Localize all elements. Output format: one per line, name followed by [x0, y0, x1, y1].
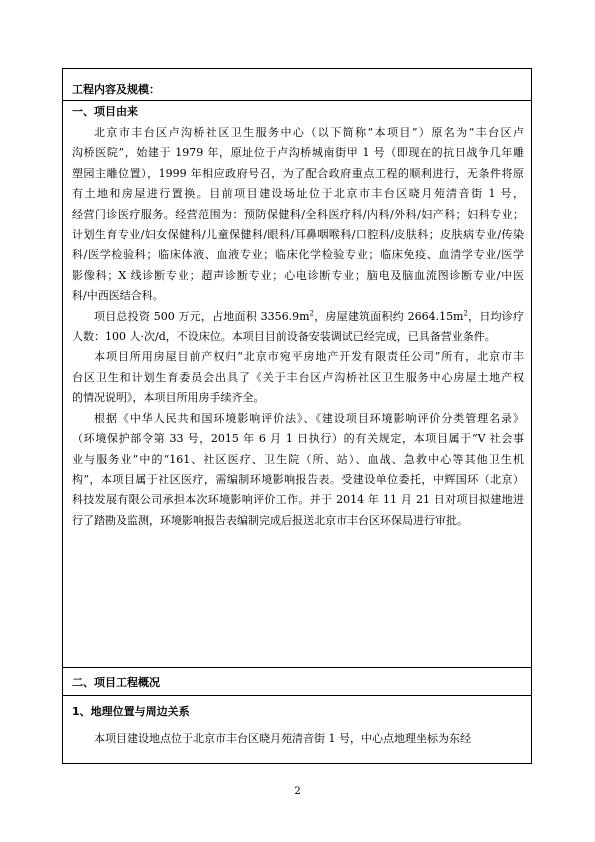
text-line: 塑园主雕位置），1999 年相应政府号召，为了配合政府重点工程的顺利进行，无条件将原: [72, 166, 524, 180]
table-rule: [63, 695, 531, 696]
text-line: 台区卫生和计划生育委员会出具了《关于丰台区卢沟桥社区卫生服务中心房屋土地产权: [72, 370, 524, 384]
text-line: 科/医学检验科；临床体液、血液专业；临床化学检验专业；临床免疫、血清学专业/医学: [72, 248, 524, 262]
text-line: 影像科；X 线诊断专业；超声诊断专业；心电诊断专业；脑电及脑血流图诊断专业/中医: [72, 268, 524, 282]
superscript: 2: [463, 309, 468, 317]
text-line: 科技发展有限公司承担本次环境影响评价工作。并于 2014 年 11 月 21 日对项目拟建地进: [72, 493, 524, 507]
text-line: [72, 307, 524, 327]
superscript: 2: [309, 309, 314, 317]
section-header: 工程内容及规模：: [72, 83, 160, 96]
text-line: 业与服务业”中的“161、社区医疗、卫生院（所、站）、血战、急救中心等其他卫生机: [72, 452, 524, 466]
text-fragment: 项目总投资 500 万元，占地面积 3356.9m: [94, 309, 310, 323]
text-line: 构”，本项目属于社区医疗，需编制环境影响报告表。受建设单位委托，中辉国环（北京）: [72, 472, 524, 486]
text-line: 沟桥医院”，始建于 1979 年，原址位于卢沟桥城南街甲 1 号（即现在的抗日战争几年雕: [72, 146, 524, 160]
paragraph-regulation: [72, 409, 524, 531]
text-line: 计划生育专业/妇女保健科/儿童保健科/眼科/耳鼻咽喉科/口腔科/皮肤科；皮肤病专业/传染: [72, 228, 524, 242]
table-rule: [63, 667, 531, 668]
text-line: （环境保护部令第 33 号，2015 年 6 月 1 日执行）的有关规定，本项目属于“V 社会事: [72, 432, 524, 446]
section-2-title: 二、项目工程概况: [72, 676, 160, 689]
subsection-title: 1、地理位置与周边关系: [72, 705, 190, 718]
text-fragment: ，房屋建筑面积约 2664.15m: [314, 309, 464, 323]
text-line: 有土地和房屋进行置换。目前项目建设场址位于北京市丰台区晓月苑清音街 1 号，: [72, 187, 524, 201]
section-1-title: 一、项目由来: [72, 105, 138, 118]
text-line: 科/中西医结合科。: [72, 289, 164, 303]
content-table-frame: [62, 68, 532, 764]
text-line: 本项目所用房屋目前产权归“北京市宛平房地产开发有限责任公司”所有，北京市丰: [94, 350, 524, 364]
text-line: 经营门诊医疗服务。经营范围为：预防保健科/全科医疗科/内科/外科/妇产科；妇科专业；: [72, 207, 524, 221]
text-line: 根据《中华人民共和国环境影响评价法》、《建设项目环境影响评价分类管理名录》: [94, 411, 524, 425]
text-line: 行了踏勘及监测，环境影响报告表编制完成后报送北京市丰台区环保局进行审批。: [72, 513, 468, 527]
text-line: 北京市丰台区卢沟桥社区卫生服务中心（以下简称“本项目”）原名为“丰台区卢: [94, 126, 524, 139]
paragraph-investment: [72, 307, 524, 348]
paragraph-origin: [72, 123, 524, 307]
document-body: [72, 78, 524, 531]
text-line: 人数：100 人·次/d，不设床位。本项目目前设备安装调试已经完成，已具备营业条件。: [72, 330, 496, 344]
text-fragment: ，日均诊疗: [467, 309, 524, 323]
text-line: 的情况说明》，本项目所用房手续齐全。: [72, 391, 265, 405]
text-line: 本项目建设地点位于北京市丰台区晓月苑清音街 1 号，中心点地理坐标为东经: [94, 732, 471, 745]
page-number: 2: [294, 786, 301, 797]
paragraph-property: [72, 347, 524, 408]
